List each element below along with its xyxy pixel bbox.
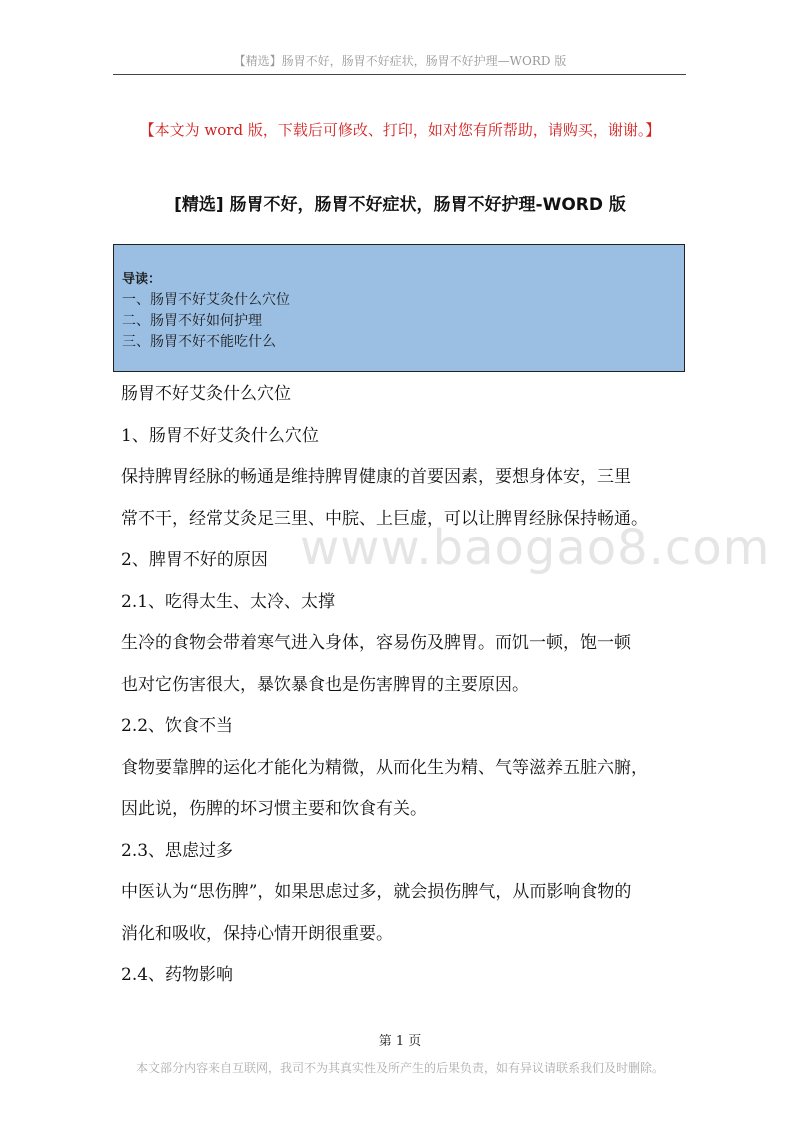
paragraph-line: 保持脾胃经脉的畅通是维持脾胃健康的首要因素，要想身体安，三里: [121, 467, 631, 487]
header-divider: [113, 74, 686, 75]
guide-item: 三、肠胃不好不能吃什么: [122, 334, 276, 350]
guide-label: 导读：: [122, 272, 162, 287]
paragraph-line: 因此说，伤脾的坏习惯主要和饮食有关。: [121, 799, 427, 819]
section-heading: 肠胃不好艾灸什么穴位: [121, 384, 291, 404]
paragraph-line: 消化和吸收，保持心情开朗很重要。: [121, 923, 393, 944]
page-footer: 本文部分内容来自互联网，我司不为其真实性及所产生的后果负责，如有异议请联系我们及时删除。: [135, 1061, 664, 1075]
document-title: [精选] 肠胃不好，肠胃不好症状，肠胃不好护理-WORD 版: [174, 195, 626, 215]
heading-2-1: 2.1、吃得太生、太冷、太撑: [121, 591, 336, 612]
guide-item: 一、肠胃不好艾灸什么穴位: [122, 292, 290, 308]
heading-2-3: 2.3、思虑过多: [121, 840, 234, 861]
watermark: www.baogao8.com: [300, 520, 771, 576]
article-body: [121, 374, 686, 997]
paragraph-line: 也对它伤害很大，暴饮暴食也是伤害脾胃的主要原因。: [121, 674, 529, 695]
heading-2-2: 2.2、饮食不当: [121, 716, 234, 736]
guide-item: 二、肠胃不好如何护理: [122, 313, 262, 329]
heading-2-4: 2.4、药物影响: [121, 965, 234, 985]
paragraph-line: 生冷的食物会带着寒气进入身体，容易伤及脾胃。而饥一顿，饱一顿: [121, 633, 631, 653]
heading-1: 1、肠胃不好艾灸什么穴位: [121, 425, 319, 446]
heading-2: 2、脾胃不好的原因: [121, 550, 268, 570]
page-number: 第 1 页: [378, 1034, 422, 1049]
page-header: 【精选】肠胃不好，肠胃不好症状，肠胃不好护理—WORD 版: [233, 54, 567, 68]
guide-box: [113, 244, 685, 372]
paragraph-line: 食物要靠脾的运化才能化为精微，从而化生为精、气等滋养五脏六腑，: [121, 757, 648, 778]
purchase-notice: 【本文为 word 版，下载后可修改、打印，如对您有所帮助，请购买，谢谢。】: [139, 121, 661, 139]
paragraph-line: 中医认为“思伤脾”，如果思虑过多，就会损伤脾气，从而影响食物的: [121, 882, 632, 902]
paragraph-line: 常不干，经常艾灸足三里、中脘、上巨虚，可以让脾胃经脉保持畅通。: [121, 508, 648, 529]
